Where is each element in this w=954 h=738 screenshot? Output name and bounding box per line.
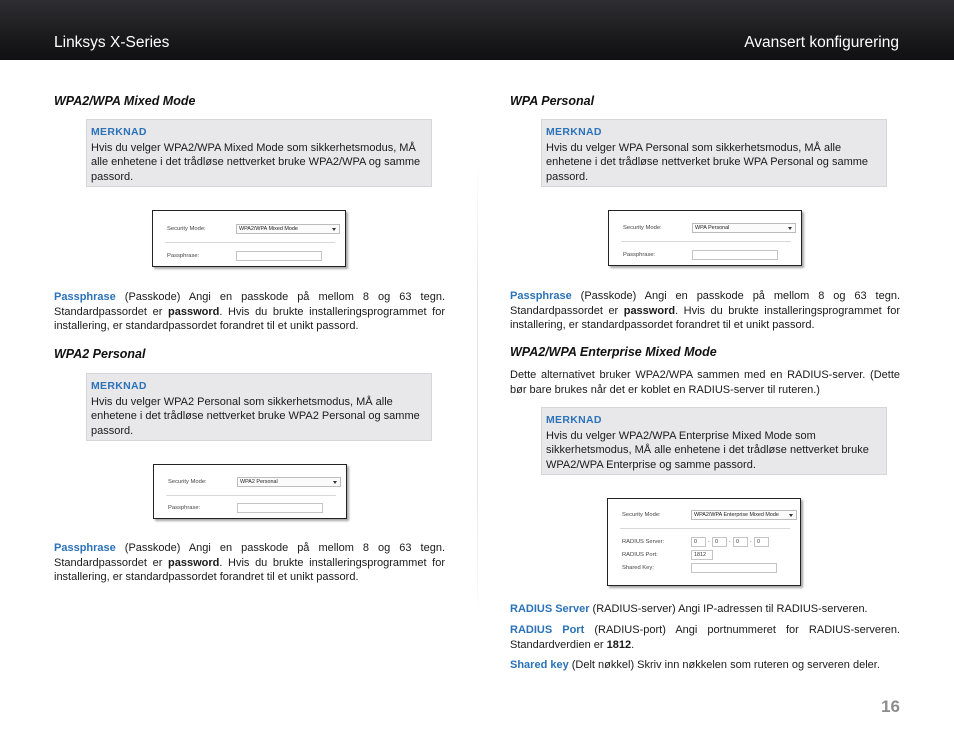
chevron-down-icon	[789, 514, 793, 517]
section-title-wpa2-wpa-mixed: WPA2/WPA Mixed Mode	[54, 94, 196, 108]
note-heading: MERKNAD	[546, 126, 602, 138]
section-title-wpa2-personal: WPA2 Personal	[54, 347, 146, 361]
passphrase-input[interactable]	[692, 250, 778, 260]
passphrase-label: Passphrase:	[167, 253, 200, 259]
passphrase-input[interactable]	[237, 503, 323, 513]
note-line: passord.	[546, 170, 589, 183]
paragraph-passphrase-2	[54, 541, 445, 585]
ip-separator: .	[708, 538, 710, 544]
security-mode-label: Security Mode:	[167, 226, 206, 232]
radius-server-label: RADIUS Server:	[622, 539, 665, 545]
term-radius-port: RADIUS Port	[510, 624, 585, 636]
passphrase-label: Passphrase:	[168, 505, 201, 511]
screenshot-wpa2-personal	[153, 464, 347, 519]
security-mode-label: Security Mode:	[622, 512, 661, 518]
shared-key-label: Shared Key:	[622, 565, 654, 571]
note-heading: MERKNAD	[91, 380, 147, 392]
paragraph-passphrase-3	[510, 289, 900, 333]
default-password: password	[168, 556, 220, 569]
note-box-wpa2-personal	[86, 373, 432, 441]
para-text: . Hvis du brukte installeringsprogrammet for installering, er standardpassordet forandret til et unikt passord.	[510, 304, 900, 332]
section-title-wpa2-wpa-enterprise: WPA2/WPA Enterprise Mixed Mode	[510, 345, 717, 359]
radius-ip-octet-2[interactable]: 0	[712, 537, 727, 547]
security-mode-value: WPA2 Personal	[240, 479, 278, 485]
radius-ip-octet-3[interactable]: 0	[733, 537, 748, 547]
screenshot-wpa2-wpa-mixed	[152, 210, 346, 267]
note-line: WPA2/WPA Enterprise og samme passord.	[546, 458, 756, 471]
divider-line	[620, 528, 790, 529]
default-password: password	[168, 305, 220, 318]
note-line: sikkerhetsmodus, MÅ alle enhetene i det trådløse nettverket bruke	[546, 444, 869, 457]
note-heading: MERKNAD	[91, 126, 147, 138]
passphrase-label: Passphrase:	[623, 252, 656, 258]
security-mode-label: Security Mode:	[623, 225, 662, 231]
para-text: (Delt nøkkel) Skriv inn nøkkelen som ruteren og serveren deler.	[568, 659, 880, 671]
screenshot-wpa-personal	[608, 210, 802, 266]
security-mode-value: WPA2/WPA Enterprise Mixed Mode	[694, 512, 779, 518]
security-mode-select[interactable]	[691, 510, 797, 520]
note-line: Hvis du velger WPA2/WPA Enterprise Mixed Mode som	[546, 429, 816, 442]
note-heading: MERKNAD	[546, 414, 602, 426]
term-passphrase: Passphrase	[510, 290, 572, 302]
header-product-title: Linksys X-Series	[54, 34, 170, 51]
term-radius-server: RADIUS Server	[510, 603, 590, 615]
radius-ip-octet-4[interactable]: 0	[754, 537, 769, 547]
paragraph-passphrase-1	[54, 290, 445, 334]
para-text: (Passkode) Angi en passkode på mellom 8 og 63 tegn. Standardpassordet er	[510, 290, 900, 317]
radius-port-label: RADIUS Port:	[622, 552, 658, 558]
header-chapter-title: Avansert konfigurering	[744, 34, 899, 51]
note-line: Hvis du velger WPA Personal som sikkerhetsmodus, MÅ alle	[546, 141, 842, 154]
note-line: passord.	[91, 170, 134, 183]
term-passphrase: Passphrase	[54, 291, 116, 303]
note-box-wpa-personal	[541, 119, 887, 187]
para-text: .	[631, 638, 635, 651]
chevron-down-icon	[333, 481, 337, 484]
security-mode-label: Security Mode:	[168, 479, 207, 485]
radius-ip-octet-1[interactable]: 0	[691, 537, 706, 547]
shared-key-input[interactable]	[691, 563, 777, 573]
note-line: alle enhetene i det trådløse nettverket bruke WPA2/WPA og samme	[91, 156, 421, 169]
para-text: . Hvis du brukte installeringsprogrammet for installering, er standardpassordet forandret til et unikt passord.	[54, 305, 445, 333]
security-mode-select[interactable]	[692, 223, 796, 233]
note-line: enhetene i det trådløse nettverket bruke WPA Personal og samme	[546, 156, 869, 169]
para-text: (Passkode) Angi en passkode på mellom 8 og 63 tegn. Standardpassordet er	[54, 291, 445, 318]
section-title-wpa-personal: WPA Personal	[510, 94, 595, 108]
para-text: (Passkode) Angi en passkode på mellom 8 og 63 tegn. Standardpassordet er	[54, 542, 445, 569]
note-box-wpa2-wpa-enterprise	[541, 407, 887, 475]
ip-separator: .	[750, 538, 752, 544]
page-number: 16	[881, 697, 900, 716]
term-passphrase: Passphrase	[54, 542, 116, 554]
radius-port-input[interactable]: 1812	[691, 550, 713, 560]
paragraph-enterprise-intro: Dette alternativet bruker WPA2/WPA sammen med en RADIUS-server. (Dette bør bare brukes når det er koblet en RADIUS-server til ruteren.)	[510, 369, 900, 396]
default-password: password	[623, 304, 676, 317]
note-line: Hvis du velger WPA2/WPA Mixed Mode som sikkerhetsmodus, MÅ	[91, 141, 416, 154]
note-box-wpa2-wpa-mixed	[86, 119, 432, 187]
passphrase-input[interactable]	[236, 251, 322, 261]
column-divider	[477, 160, 478, 620]
divider-line	[165, 242, 335, 243]
security-mode-value: WPA Personal	[695, 225, 730, 231]
paragraph-shared-key	[510, 658, 900, 673]
page-header	[0, 0, 954, 60]
default-port: 1812	[606, 638, 632, 651]
paragraph-radius-server	[510, 602, 900, 617]
divider-line	[166, 495, 336, 496]
security-mode-value: WPA2/WPA Mixed Mode	[239, 226, 298, 232]
note-line: Hvis du velger WPA2 Personal som sikkerhetsmodus, MÅ alle	[91, 395, 393, 408]
note-line: enhetene i det trådløse nettverket bruke WPA2 Personal og samme	[91, 410, 420, 423]
paragraph-radius-port	[510, 623, 900, 652]
security-mode-select[interactable]	[236, 224, 340, 234]
divider-line	[621, 241, 791, 242]
chevron-down-icon	[788, 227, 792, 230]
security-mode-select[interactable]	[237, 477, 341, 487]
note-line: passord.	[91, 424, 134, 437]
para-text: (RADIUS-server) Angi IP-adressen til RADIUS-serveren.	[589, 603, 868, 615]
chevron-down-icon	[332, 228, 336, 231]
ip-separator: .	[729, 538, 731, 544]
screenshot-wpa2-wpa-enterprise	[607, 498, 801, 586]
para-text: (RADIUS-port) Angi portnummeret for RADIUS-serveren. Standardverdien er	[510, 624, 900, 651]
term-shared-key: Shared key	[510, 659, 569, 671]
para-text: . Hvis du brukte installeringsprogrammet for installering, er standardpassordet forandret til et unikt passord.	[54, 556, 445, 584]
